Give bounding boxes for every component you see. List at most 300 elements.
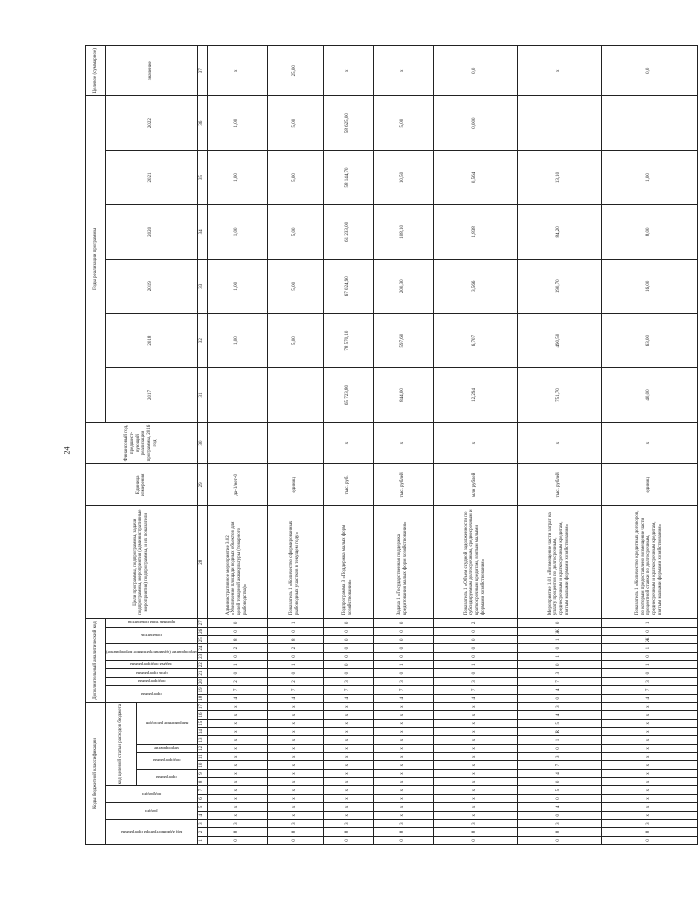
row-target-value: x	[373, 46, 433, 96]
year-2018-header: 2018	[106, 313, 198, 367]
column-number: 25	[197, 636, 207, 644]
code-cell: Ж	[517, 627, 601, 635]
year-2021-header: 2021	[106, 150, 198, 204]
code-cell: 2	[207, 644, 267, 652]
add-task-subheader: задача подпрограммы	[130, 662, 173, 668]
code-cell: 0	[517, 778, 601, 786]
row-year-value: 1,00	[601, 150, 697, 204]
ksr-dir-subheader: направление расходов	[145, 720, 188, 726]
grbs-subheader: код администратора программы	[120, 829, 182, 835]
year-2020-header: 2020	[106, 205, 198, 259]
target-header: Целевое (суммарное)	[86, 46, 106, 96]
code-cell: 0	[323, 652, 373, 660]
page-number: 24	[62, 446, 72, 455]
code-cell: x	[207, 769, 267, 777]
code-cell: 7	[267, 686, 323, 694]
row-unit: единиц	[267, 464, 323, 506]
code-cell: 2	[267, 644, 323, 652]
row-year-value: 5,00	[267, 313, 323, 367]
table-row	[517, 46, 601, 845]
code-cell: x	[601, 727, 697, 735]
row-year-value: 200,30	[373, 259, 433, 313]
code-cell: x	[433, 778, 517, 786]
unit-column-header: Единица измерения	[86, 464, 198, 506]
code-cell: 5	[517, 786, 601, 794]
code-cell: x	[433, 794, 517, 802]
code-cell: 3	[517, 753, 601, 761]
row-year-value: 58 625,00	[323, 96, 373, 150]
column-number: 1	[197, 836, 207, 844]
code-cell: 3	[373, 819, 433, 827]
code-cell: 8	[207, 636, 267, 644]
row-description: Показатель 1 «Количество сформированных рыбоводных участков в текущем году»	[267, 506, 323, 619]
code-cell: 3	[433, 819, 517, 827]
code-cell: 3	[433, 677, 517, 685]
code-cell: x	[267, 711, 323, 719]
code-cell: x	[323, 744, 373, 752]
row-year-value: 6,707	[433, 313, 517, 367]
column-number: 9	[197, 769, 207, 777]
code-cell: 0	[373, 836, 433, 844]
column-number: 20	[197, 677, 207, 685]
code-cell: x	[373, 803, 433, 811]
code-cell: 0	[323, 619, 373, 628]
program-table	[85, 45, 698, 845]
code-cell: 3	[323, 819, 373, 827]
code-cell: x	[373, 761, 433, 769]
code-cell: 8	[207, 828, 267, 836]
impl-years-header: Годы реализации программы	[86, 96, 106, 422]
code-cell: x	[267, 719, 323, 727]
row-2016-value: x	[517, 422, 601, 464]
fin-year-column-header: Финансовый год, предшест-вующий реализации программы, 2016 год	[86, 422, 198, 464]
row-year-value: 16,00	[601, 259, 697, 313]
code-cell: 8	[433, 828, 517, 836]
row-year-value: 63,00	[601, 313, 697, 367]
code-cell: x	[373, 786, 433, 794]
code-cell: x	[323, 794, 373, 802]
code-cell: x	[323, 702, 373, 710]
column-number: 14	[197, 727, 207, 735]
code-cell: x	[433, 786, 517, 794]
row-target-value: x	[517, 46, 601, 96]
code-cell: x	[207, 736, 267, 744]
code-cell: x	[601, 803, 697, 811]
code-cell: 1	[267, 661, 323, 669]
code-cell: 0	[207, 627, 267, 635]
additional-code-header: Дополнительный аналитический код	[86, 619, 106, 703]
code-cell: x	[601, 811, 697, 819]
column-number: 19	[197, 686, 207, 694]
code-cell: 0	[267, 627, 323, 635]
column-number: 31	[197, 368, 207, 422]
column-number: 26	[197, 627, 207, 635]
year-2019-header: 2019	[106, 259, 198, 313]
add-mero-subheader: мероприятие (административное мероприятие)	[106, 649, 197, 655]
code-cell: x	[267, 736, 323, 744]
code-cell: 1	[601, 644, 697, 652]
add-prog-subheader: программа	[141, 691, 162, 697]
code-cell: x	[601, 702, 697, 710]
column-number: 27	[197, 619, 207, 628]
code-cell: 0	[373, 627, 433, 635]
row-year-value: 78 570,10	[323, 313, 373, 367]
row-description: Показатель 1 «Объем ссудной задолженности по субсидируемым долгосрочным, среднесрочным и краткосрочным кредитам, взятым малыми формами хозяйствования»	[433, 506, 517, 619]
code-cell: 0	[207, 669, 267, 677]
code-cell: x	[433, 744, 517, 752]
column-number: 32	[197, 313, 207, 367]
code-cell: x	[323, 786, 373, 794]
row-year-value	[517, 96, 601, 150]
code-cell: 0	[373, 669, 433, 677]
add-indicator-subheader: показатель	[140, 633, 162, 639]
row-year-value	[601, 96, 697, 150]
code-cell: 0	[267, 669, 323, 677]
row-year-value: 61 233,00	[323, 205, 373, 259]
code-cell: 2	[207, 677, 267, 685]
code-cell: x	[601, 736, 697, 744]
code-cell: x	[323, 727, 373, 735]
code-cell: 2	[267, 677, 323, 685]
column-number: 5	[197, 803, 207, 811]
code-cell: x	[601, 786, 697, 794]
row-year-value: 1,00	[207, 313, 267, 367]
code-cell: x	[267, 761, 323, 769]
column-number: 22	[197, 661, 207, 669]
code-cell: 0	[323, 836, 373, 844]
code-cell: 4	[433, 694, 517, 702]
row-year-value: 751,70	[517, 368, 601, 422]
code-cell: 1	[207, 661, 267, 669]
code-cell: x	[433, 719, 517, 727]
code-cell: 0	[373, 636, 433, 644]
code-cell: 0	[323, 644, 373, 652]
code-cell: x	[373, 811, 433, 819]
code-cell: 3	[267, 819, 323, 827]
column-number: 12	[197, 744, 207, 752]
row-2016-value: x	[373, 422, 433, 464]
code-cell: 7	[433, 686, 517, 694]
row-unit: млн рублей	[433, 464, 517, 506]
code-cell: x	[207, 744, 267, 752]
row-year-value: 0,564	[433, 150, 517, 204]
row-description: Задача 1 «Государственная поддержка кредитования малых форм хозяйствования»	[373, 506, 433, 619]
budget-codes-header: Коды бюджетной классификации	[86, 702, 106, 844]
column-number: 2	[197, 828, 207, 836]
code-cell: x	[373, 769, 433, 777]
code-cell: 0	[601, 627, 697, 635]
table-row	[601, 46, 697, 845]
code-cell: x	[267, 778, 323, 786]
code-cell: 3	[373, 677, 433, 685]
code-cell: 4	[207, 694, 267, 702]
code-cell: 1	[517, 636, 601, 644]
code-cell: 0	[207, 836, 267, 844]
row-year-value: 1,00	[207, 259, 267, 313]
razdel-subheader: раздел	[145, 808, 158, 814]
code-cell: x	[207, 711, 267, 719]
code-cell: 0	[601, 652, 697, 660]
code-cell: 0	[517, 694, 601, 702]
code-cell: 4	[517, 711, 601, 719]
column-number: 6	[197, 794, 207, 802]
ksr-podprog-subheader: подпрограмма	[153, 758, 181, 764]
code-cell: 0	[601, 836, 697, 844]
table-row	[267, 46, 323, 845]
code-cell: x	[267, 727, 323, 735]
year-2022-header: 2022	[106, 96, 198, 150]
ksr-prog-subheader: программа	[156, 775, 178, 781]
row-year-value: 5,00	[373, 96, 433, 150]
code-cell: x	[267, 702, 323, 710]
code-cell: 4	[267, 694, 323, 702]
code-cell: 1	[373, 661, 433, 669]
code-cell: 8	[601, 828, 697, 836]
rotated-table-container	[85, 45, 663, 845]
code-cell: 2	[433, 619, 517, 628]
code-cell: x	[433, 727, 517, 735]
code-cell: x	[323, 803, 373, 811]
column-number: 36	[197, 96, 207, 150]
code-cell: x	[207, 803, 267, 811]
code-cell: x	[207, 778, 267, 786]
row-unit: тыс. рублей	[373, 464, 433, 506]
row-unit: единиц	[601, 464, 697, 506]
row-year-value: 8,00	[601, 205, 697, 259]
column-number: 23	[197, 652, 207, 660]
column-number: 13	[197, 736, 207, 744]
row-target-value: 0,0	[433, 46, 517, 96]
code-cell: x	[207, 761, 267, 769]
row-year-value: 844,00	[373, 368, 433, 422]
code-cell: 0	[373, 644, 433, 652]
code-cell: x	[601, 761, 697, 769]
column-number: 29	[197, 464, 207, 506]
code-cell: 1	[267, 619, 323, 628]
add-goal-subheader: цель программы	[135, 670, 168, 676]
code-cell: 0	[517, 644, 601, 652]
code-cell: 8	[267, 636, 323, 644]
code-cell: x	[601, 769, 697, 777]
code-cell: x	[207, 753, 267, 761]
code-cell: x	[433, 702, 517, 710]
row-target-value: 0,0	[601, 46, 697, 96]
code-cell: 0	[323, 669, 373, 677]
code-cell: x	[373, 744, 433, 752]
column-number: 15	[197, 719, 207, 727]
code-cell: x	[373, 736, 433, 744]
code-cell: x	[267, 794, 323, 802]
row-year-value: 65 723,80	[323, 368, 373, 422]
row-year-value: 10,50	[373, 150, 433, 204]
code-cell: 8	[517, 828, 601, 836]
code-cell: 0	[323, 661, 373, 669]
code-cell: 4	[601, 694, 697, 702]
row-description: Административное мероприятие 3.02 «Увеличение площади водных объектов для целей товарной аквакультуры (товарного рыбоводства)»	[207, 506, 267, 619]
row-year-value: 5,00	[267, 205, 323, 259]
code-cell: 8	[323, 828, 373, 836]
code-cell: x	[433, 769, 517, 777]
code-cell: x	[601, 778, 697, 786]
code-cell: 4	[323, 694, 373, 702]
code-cell: x	[373, 727, 433, 735]
code-cell: 0	[207, 652, 267, 660]
add-podprog-subheader: подпрограмма	[137, 679, 166, 685]
code-cell: x	[323, 769, 373, 777]
code-cell: 0	[433, 627, 517, 635]
column-number: 28	[197, 506, 207, 619]
row-year-value: 108,10	[373, 205, 433, 259]
row-year-value: 5,00	[267, 259, 323, 313]
ksr-mero-subheader: мероприятие	[154, 745, 180, 751]
column-number: 33	[197, 259, 207, 313]
code-cell: 0	[517, 619, 601, 628]
column-number: 11	[197, 753, 207, 761]
code-cell: x	[373, 794, 433, 802]
row-year-value: 1,838	[433, 205, 517, 259]
code-cell: x	[433, 753, 517, 761]
code-cell: 1	[433, 661, 517, 669]
row-2016-value	[207, 422, 267, 464]
column-number: 4	[197, 811, 207, 819]
code-cell: x	[323, 736, 373, 744]
code-cell: 4	[373, 694, 433, 702]
code-cell: x	[267, 753, 323, 761]
code-cell: x	[433, 711, 517, 719]
row-year-value: 3,566	[433, 259, 517, 313]
row-year-value: 0,000	[433, 96, 517, 150]
code-cell: 7	[517, 677, 601, 685]
table-row	[323, 46, 373, 845]
code-cell: x	[373, 753, 433, 761]
row-description: Мероприятие 1.01 «Возмещение части затрат на уплату процентов по долгосрочным, среднесрочным и краткосрочным кредитам, взятым малыми формами хозяйствования»	[517, 506, 601, 619]
column-number: 17	[197, 702, 207, 710]
code-cell: 7	[517, 761, 601, 769]
code-cell: 0	[433, 644, 517, 652]
row-unit: тыс. рублей	[517, 464, 601, 506]
column-numbers-row	[197, 46, 207, 845]
code-cell: 7	[373, 686, 433, 694]
row-target-value: x	[323, 46, 373, 96]
row-year-value: 1,00	[207, 96, 267, 150]
code-cell: x	[601, 719, 697, 727]
column-number: 37	[197, 46, 207, 96]
row-year-value	[207, 368, 267, 422]
code-cell: x	[601, 794, 697, 802]
table-row	[433, 46, 517, 845]
code-cell: 7	[601, 686, 697, 694]
code-cell: x	[267, 811, 323, 819]
column-number: 16	[197, 711, 207, 719]
row-year-value: 597,60	[373, 313, 433, 367]
code-cell: 1	[601, 619, 697, 628]
column-number: 10	[197, 761, 207, 769]
code-cell: 3	[323, 677, 373, 685]
code-cell: 0	[517, 794, 601, 802]
code-cell: 0	[267, 836, 323, 844]
code-cell: 3	[517, 669, 601, 677]
code-cell: x	[207, 702, 267, 710]
column-number: 35	[197, 150, 207, 204]
goal-column-header: Цели программы, подпрограммы, задачи подпрограммы, мероприятия (административные мероприятия) подпрограммы, и их показатели	[86, 506, 198, 619]
add-type-subheader: признак типа показателя	[127, 620, 175, 626]
code-cell: 0	[433, 669, 517, 677]
code-cell: 3	[601, 819, 697, 827]
code-cell: 7	[323, 686, 373, 694]
code-cell: 3	[517, 819, 601, 827]
row-year-value: 13,10	[517, 150, 601, 204]
row-year-value: 84,20	[517, 205, 601, 259]
row-year-value: 1,00	[207, 205, 267, 259]
code-cell: 4	[517, 686, 601, 694]
row-year-value: 5,00	[267, 150, 323, 204]
row-year-value: 67 024,90	[323, 259, 373, 313]
code-cell: x	[323, 753, 373, 761]
row-target-value: 25,00	[267, 46, 323, 96]
row-year-value: 58 144,70	[323, 150, 373, 204]
code-cell: x	[267, 786, 323, 794]
row-unit: тыс. руб.	[323, 464, 373, 506]
year-2017-header: 2017	[106, 368, 198, 422]
code-cell: 3	[601, 677, 697, 685]
code-cell: 5	[517, 719, 601, 727]
row-description: Подпрограмма 3 «Поддержка малых форм хозяйствования»	[323, 506, 373, 619]
row-year-value: 1,00	[207, 150, 267, 204]
code-cell: 1	[517, 652, 601, 660]
code-cell: x	[323, 719, 373, 727]
code-cell: 0	[517, 836, 601, 844]
code-cell: 0	[373, 652, 433, 660]
row-2016-value: x	[323, 422, 373, 464]
code-cell: 0	[517, 811, 601, 819]
code-cell: x	[323, 811, 373, 819]
code-cell: x	[601, 744, 697, 752]
row-unit: да-1/нет-0	[207, 464, 267, 506]
code-cell: 0	[373, 619, 433, 628]
code-cell: x	[207, 727, 267, 735]
code-cell: 0	[267, 652, 323, 660]
column-number: 18	[197, 694, 207, 702]
code-cell: x	[433, 736, 517, 744]
code-cell: 8	[373, 828, 433, 836]
table-row	[207, 46, 267, 845]
code-cell: x	[323, 761, 373, 769]
column-number: 34	[197, 205, 207, 259]
code-cell: 0	[601, 669, 697, 677]
code-cell: x	[601, 711, 697, 719]
code-cell: R	[517, 727, 601, 735]
row-2016-value: x	[601, 422, 697, 464]
column-number: 3	[197, 819, 207, 827]
code-cell: 3	[207, 819, 267, 827]
column-number: 30	[197, 422, 207, 464]
row-year-value	[267, 368, 323, 422]
column-number: 8	[197, 778, 207, 786]
code-cell: x	[433, 803, 517, 811]
ksr-subheader: код целевой статьи расходов бюджета	[106, 702, 137, 786]
code-cell: 0	[207, 619, 267, 628]
row-target-value: x	[207, 46, 267, 96]
code-cell: x	[373, 778, 433, 786]
code-cell: x	[323, 778, 373, 786]
row-year-value: 12,294	[433, 368, 517, 422]
code-cell: 8	[267, 828, 323, 836]
row-year-value: 40,00	[601, 368, 697, 422]
code-cell: x	[267, 769, 323, 777]
row-2016-value	[267, 422, 323, 464]
code-cell: 1	[601, 661, 697, 669]
code-cell: x	[433, 761, 517, 769]
